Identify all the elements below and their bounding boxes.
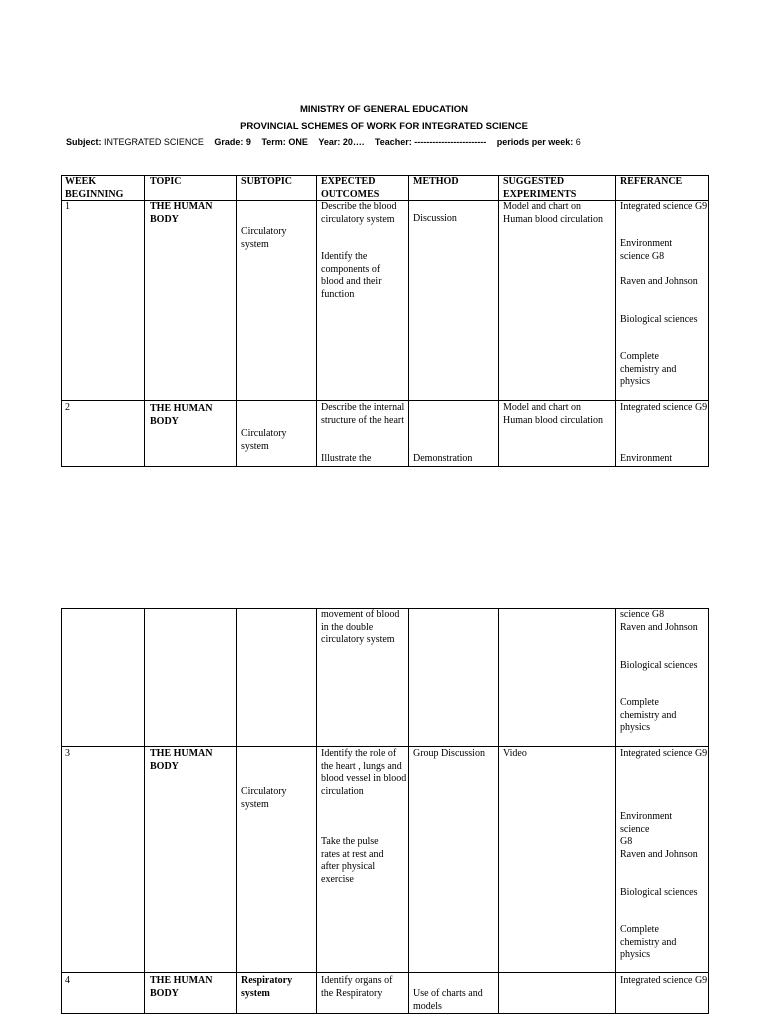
column-header-outcomes: EXPECTED OUTCOMES xyxy=(321,176,380,200)
meta-line xyxy=(66,137,581,147)
teacher-value: ------------------------ xyxy=(414,137,487,147)
week-1-ref-2: Environment science G8 xyxy=(620,238,673,262)
week-1-subtopic: Circulatory system xyxy=(241,226,287,250)
week-1-outcome-1: Describe the blood circulatory system xyxy=(321,201,397,225)
week-1-ref-1: Integrated science G9 xyxy=(620,201,708,212)
year-value: 20…. xyxy=(342,137,365,147)
week-3-experiment: Video xyxy=(503,748,527,759)
week-2-number: 2 xyxy=(65,402,70,413)
grade-value: 9 xyxy=(245,137,251,147)
ministry-title: MINISTRY OF GENERAL EDUCATION xyxy=(299,104,469,115)
column-header-reference: REFERANCE xyxy=(620,176,683,187)
column-header-subtopic: SUBTOPIC xyxy=(241,176,292,187)
column-header-week: WEEK BEGINNING xyxy=(65,176,124,200)
periods-label: periods per week: xyxy=(496,137,574,147)
week-3-ref-2b: G8 xyxy=(620,836,633,847)
column-header-method: METHOD xyxy=(413,176,459,187)
week-2-ref-cont-1: science G8 xyxy=(620,609,665,620)
week-2-method: Demonstration xyxy=(413,453,473,464)
week-1-outcome-2: Identify the components of blood and their function xyxy=(321,251,382,300)
term-value: ONE xyxy=(288,137,308,147)
teacher-label: Teacher: xyxy=(374,137,412,147)
week-1-ref-4: Biological sciences xyxy=(620,314,698,325)
week-2-outcome-2: Illustrate the xyxy=(321,453,372,464)
week-3-ref-3: Raven and Johnson xyxy=(620,849,698,860)
term-label: Term: xyxy=(261,137,286,147)
week-1-ref-3: Raven and Johnson xyxy=(620,276,698,287)
week-1-number: 1 xyxy=(65,201,70,212)
document-title: PROVINCIAL SCHEMES OF WORK FOR INTEGRATED SCIENCE xyxy=(240,121,528,132)
week-2-ref-cont-3: Biological sciences xyxy=(620,660,698,671)
week-2-topic: THE HUMAN BODY xyxy=(150,403,213,427)
week-4-outcome-1: Identify organs of the Respiratory xyxy=(321,975,393,999)
grade-label: Grade: xyxy=(214,137,244,147)
week-3-outcome-2: Take the pulse rates at rest and after physical exercise xyxy=(321,836,384,885)
week-3-subtopic: Circulatory system xyxy=(241,786,287,810)
week-1-experiment: Model and chart on Human blood circulation xyxy=(503,201,603,225)
week-3-method: Group Discussion xyxy=(413,748,485,759)
week-2-subtopic: Circulatory system xyxy=(241,428,287,452)
week-2-ref-1: Integrated science G9 xyxy=(620,402,708,413)
week-4-method: Use of charts and models xyxy=(413,988,483,1012)
week-2-ref-cont-4: Complete chemistry and physics xyxy=(620,697,677,733)
week-3-number: 3 xyxy=(65,748,70,759)
periods-value: 6 xyxy=(575,137,581,147)
week-3-ref-5: Complete chemistry and physics xyxy=(620,924,677,960)
subject-value: INTEGRATED SCIENCE xyxy=(104,137,204,147)
column-header-topic: TOPIC xyxy=(150,176,182,187)
week-3-ref-2a: Environment science xyxy=(620,811,673,835)
week-3-outcome-1: Identify the role of the heart , lungs and blood vessel in blood circulation xyxy=(321,748,407,797)
week-3-topic: THE HUMAN BODY xyxy=(150,748,213,772)
week-1-ref-5: Complete chemistry and physics xyxy=(620,351,677,387)
year-label: Year: xyxy=(318,137,341,147)
column-header-experiments: SUGGESTED EXPERIMENTS xyxy=(503,176,577,200)
week-2-experiment: Model and chart on Human blood circulation xyxy=(503,402,603,426)
week-4-topic: THE HUMAN BODY xyxy=(150,975,213,999)
week-1-method: Discussion xyxy=(413,213,457,224)
week-2-ref-2: Environment xyxy=(620,453,673,464)
week-4-ref-1: Integrated science G9 xyxy=(620,975,708,986)
week-2-outcome-1: Describe the internal structure of the heart xyxy=(321,402,405,426)
week-1-topic: THE HUMAN BODY xyxy=(150,201,213,225)
subject-label: Subject: xyxy=(66,137,102,147)
week-4-number: 4 xyxy=(65,975,70,986)
week-3-ref-1: Integrated science G9 xyxy=(620,748,708,759)
week-3-ref-4: Biological sciences xyxy=(620,887,698,898)
week-2-outcome-continued: movement of blood in the double circulatory system xyxy=(321,609,400,645)
week-2-ref-cont-2: Raven and Johnson xyxy=(620,622,698,633)
week-4-subtopic: Respiratory system xyxy=(241,975,293,999)
